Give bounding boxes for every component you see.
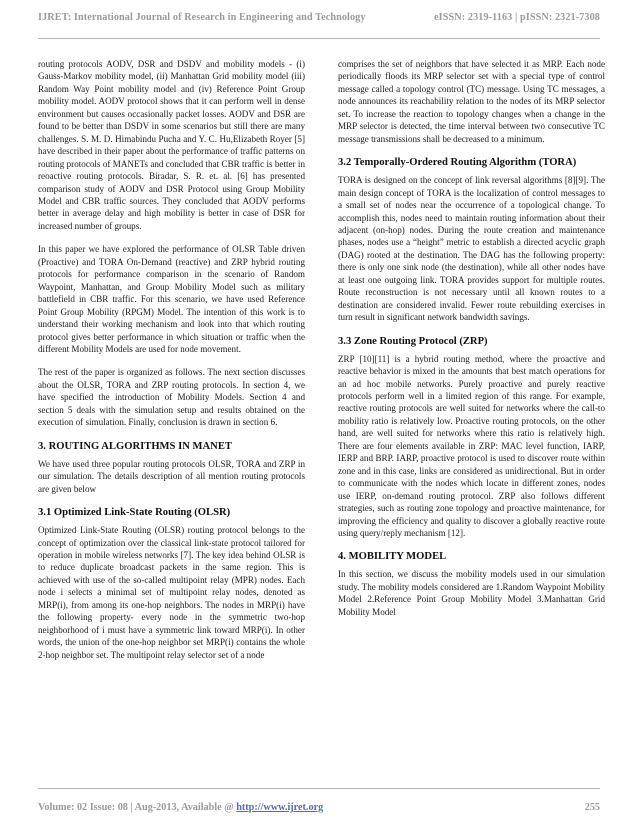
paragraph: routing protocols AODV, DSR and DSDV and mobility models - (i) Gauss-Markov mobility model, (ii) Manhattan Grid mobility model (iii) Random Way Point mobility model and (iv) Reference Point Group mobility model. AODV protocol shows that it can perform well in dense environment but causes occasionally packet losses. AODV and DSR are found to be better than DSDV in some scenarios but still there are many challenges. S. M. D. Himabindu Pucha and Y. C. Hu,Elizabeth Royer [5] have described in their paper about the performance of traffic patterns on routing protocols of MANETs and concluded that CBR traffic is better in reoactive routing protocols. Biradar, S. R. et. al. [6] has presented comparison study of AODV and DSR Protocol using Group Mobility Model and CBR traffic sources. They concluded that AODV performs better in average delay and high mobility is better in case of DSR for increased number of groups.: [38, 59, 305, 231]
paragraph: The rest of the paper is organized as follows. The next section discusses about the OLSR, TORA and ZRP routing protocols. In section 4, we have specified the introduction of Mobility Models. Section 4 and section 5 deals with the simulation setup and results obtained on the execution of simulation. Finally, conclusion is drawn in section 6.: [38, 367, 305, 428]
journal-title: IJRET: International Journal of Research in Engineering and Technology: [38, 12, 366, 23]
paragraph: In this paper we have explored the performance of OLSR Table driven (Proactive) and TORA On-Demand (reactive) and ZRP hybrid routing protocols for performance comparison in the scenario of Random Waypoint, Manhattan, and Group Mobility Model such as military battlefield in CBR traffic. For this scenario, we have used Reference Point Group Mobility (RPGM) Model. The intention of this work is to understand their working mechanism and look into that which routing protocol gives better performance in which situation or traffic when the different Mobility Models are used for node movement.: [38, 244, 305, 354]
right-column: [338, 58, 605, 629]
footer-rule: [38, 788, 600, 789]
issn-info: eISSN: 2319-1163 | pISSN: 2321-7308: [434, 12, 600, 23]
section-heading-mobility-model: 4. MOBILITY MODEL: [338, 551, 447, 563]
paragraph: comprises the set of neighbors that have selected it as MRP. Each node periodically floods its MRP selector set with a special type of control message called a topology control (TC) message. Using TC messages, a node announces its reachability relation to the nodes of its MRP selector set. To increase the reaction to topology changes when a change in the MRP selector is detected, the time interval between two consecutive TC message transmissions shall be decreased to a minimum.: [338, 59, 605, 144]
running-header: [38, 12, 600, 23]
subsection-heading-olsr: 3.1 Optimized Link-State Routing (OLSR): [38, 507, 231, 519]
volume-text: Volume: 02 Issue: 08 | Aug-2013, Available @: [38, 802, 234, 813]
left-column: [38, 58, 305, 661]
running-footer: [38, 802, 600, 813]
subsection-heading-zrp: 3.3 Zone Routing Protocol (ZRP): [338, 335, 488, 347]
paragraph: We have used three popular routing protocols OLSR, TORA and ZRP in our simulation. The details description of all mention routing protocols are given below: [38, 458, 305, 494]
page-number: 255: [584, 802, 600, 813]
paragraph: TORA is designed on the concept of link reversal algorithms [8][9]. The main design concept of TORA is the localization of control messages to a small set of nodes near the occurrence of a topological change. To accomplish this, nodes need to maintain routing information about their adjacent (on-hop) nodes. During the route creation and maintenance phases, nodes use a “height” metric to establish a directed acyclic graph (DAG) rooted at the destination. The DAG has the following property: there is only one sink node (the destination), while all other nodes have at least one outgoing link. TORA provides support for multiple routes. Route reconstruction is not necessary until all known routes to a destination are considered invalid. Fewer route rebuilding exercises in turn result in significant network bandwidth savings.: [338, 175, 605, 323]
paragraph: Optimized Link-State Routing (OLSR) routing protocol belongs to the concept of optimization over the classical link-state protocol tailored for operation in mobile wireless networks [7]. The key idea behind OLSR is to reduce duplicate broadcast packets in the same region. This is achieved with use of the so-called multipoint relay (MPR) nodes. Each node i selects a minimal set of multipoint relay nodes, denoted as MRP(i), from among its one-hop neighbors. The nodes in MRP(i) have the following property- every node in the symmetric two-hop neighborhood of i must have a symmetric link toward MRP(i). In other words, the union of the one-hop neighbor set MRP(i) contains the whole 2-hop neighbor set. The multipoint relay selector set of a node: [38, 525, 305, 660]
subsection-heading-tora: 3.2 Temporally-Ordered Routing Algorithm (TORA): [338, 157, 577, 169]
paragraph: ZRP [10][11] is a hybrid routing method, where the proactive and reactive behavior is mixed in the amounts that best match operations for an ad hoc mobile networks. Purely proactive and purely reactive protocols perform well in a limited region of this range. For example, reactive routing protocols are well suited for networks where the call-to mobility ratio is relatively low. Proactive routing protocols, on the other hand, are well suited for networks where this ratio is relatively high. There are four elements available in ZRP: MAC level function, IARP, IERP and BRP. IARP, proactive protocol is used to discover route within zone and in this case, links are considered as unidirectional. But in order to communicate with the nodes which locate in different zones, nodes use IERP, on-demand routing protocol. ZRP also follows different strategies, such as routing zone topology and proactive maintenance, for improving the efficiency and quality to discover a globally reactive route using query/reply mechanism [12].: [338, 353, 605, 538]
header-rule: [38, 38, 600, 39]
paragraph: In this section, we discuss the mobility models used in our simulation study. The mobility models considered are 1.Random Waypoint Mobility Model 2.Reference Point Group Mobility Model 3.Manhattan Grid Mobility Model: [338, 569, 605, 617]
footer-volume-info: [38, 802, 323, 813]
section-heading-routing-algorithms: 3. ROUTING ALGORITHMS IN MANET: [38, 440, 232, 452]
journal-link[interactable]: http://www.ijret.org: [236, 802, 324, 813]
